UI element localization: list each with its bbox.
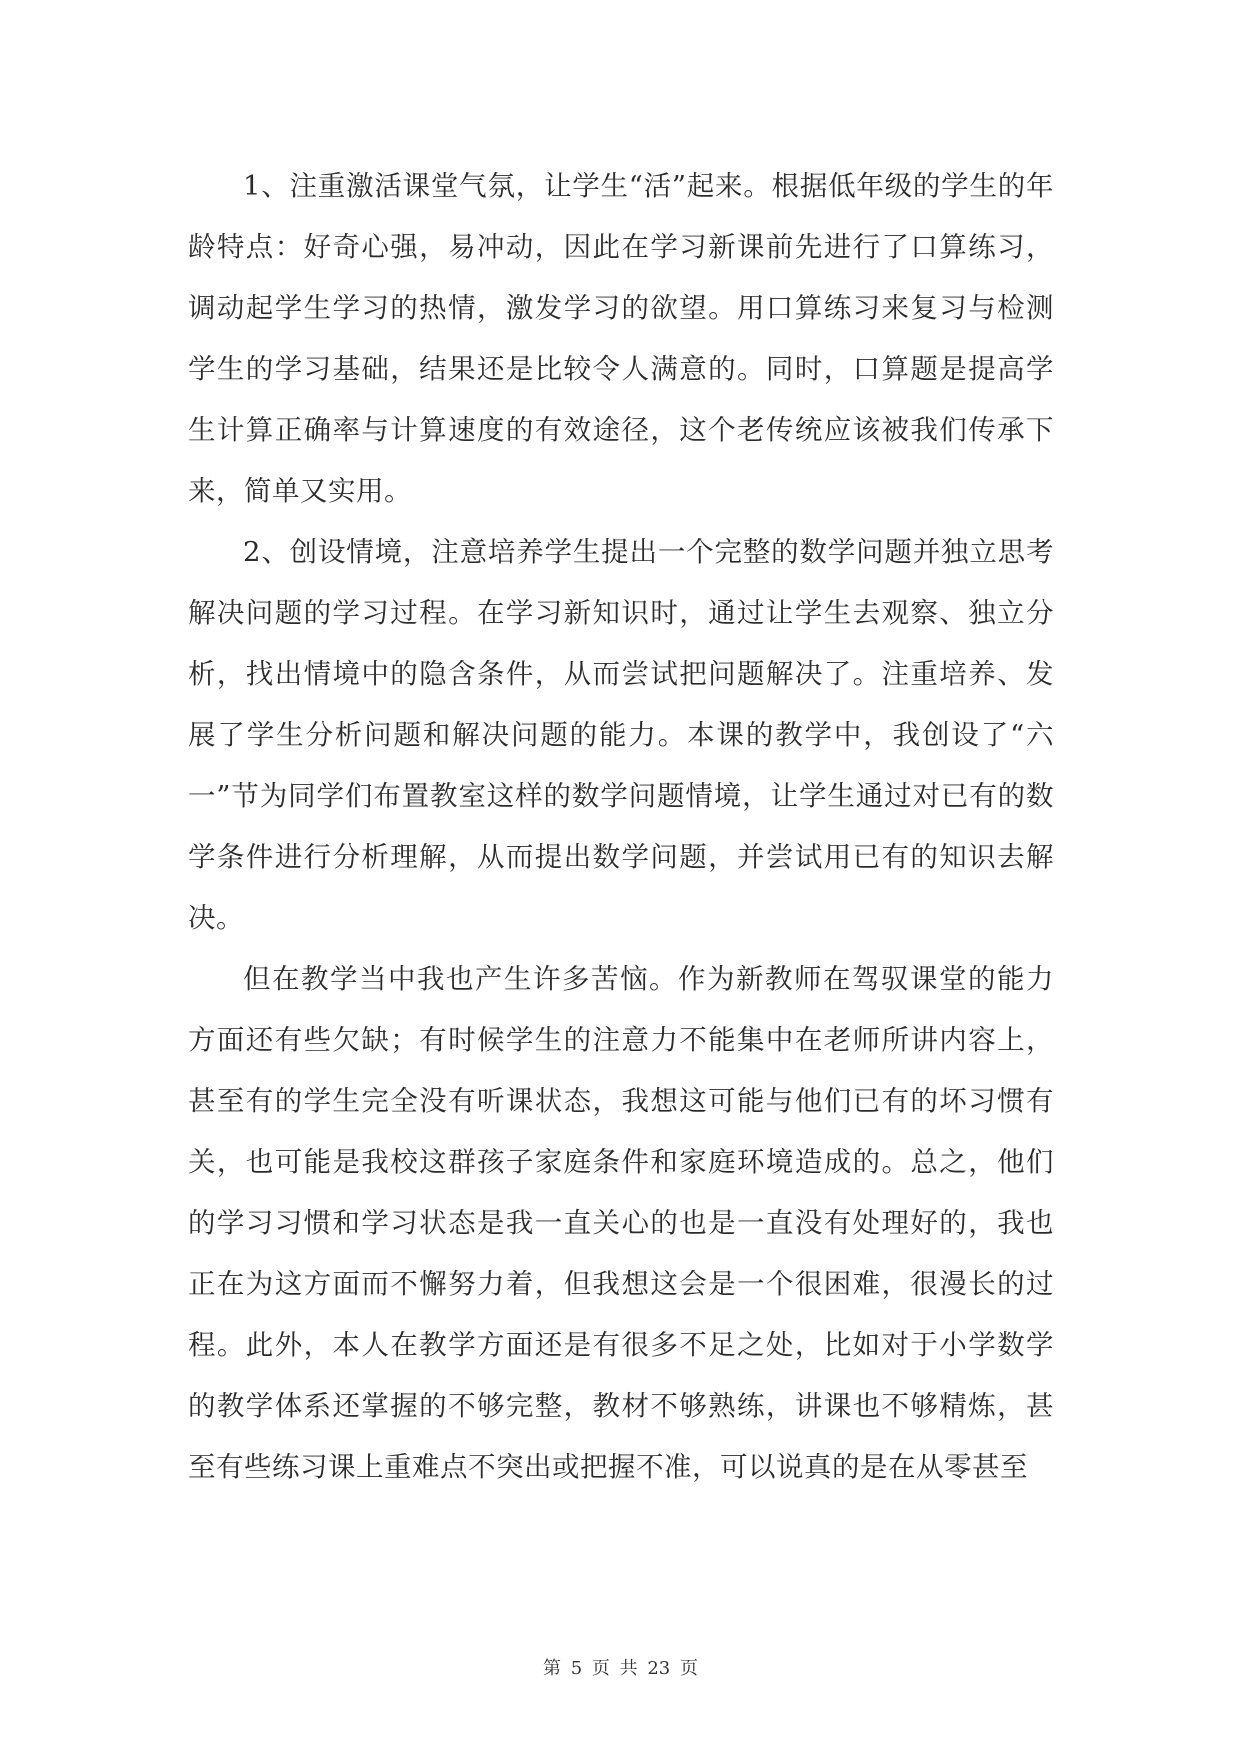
paragraph-3: 但在教学当中我也产生许多苦恼。作为新教师在驾驭课堂的能力方面还有些欠缺；有时候学生的注意力不能集中在老师所讲内容上，甚至有的学生完全没有听课状态，我想这可能与他们已有的坏习惯有关，也可能是我校这群孩子家庭条件和家庭环境造成的。总之，他们的学习习惯和学习状态是我一直关心的也是一直没有处理好的，我也正在为这方面而不懈努力着，但我想这会是一个很困难，很漫长的过程。此外，本人在教学方面还是有很多不足之处，比如对于小学数学的教学体系还掌握的不够完整，教材不够熟练，讲课也不够精炼，甚至有些练习课上重难点不突出或把握不准，可以说真的是在从零甚至 <box>188 963 1054 1483</box>
paragraph-2: 2、创设情境，注意培养学生提出一个完整的数学问题并独立思考解决问题的学习过程。在学习新知识时，通过让学生去观察、独立分析，找出情境中的隐含条件，从而尝试把问题解决了。注重培养、发展了学生分析问题和解决问题的能力。本课的教学中，我创设了“六一”节为同学们布置教室这样的数学问题情境，让学生通过对已有的数学条件进行分析理解，从而提出数学问题，并尝试用已有的知识去解决。 <box>188 536 1054 934</box>
document-body <box>188 156 1054 1498</box>
page-number-footer: 第 5 页 共 23 页 <box>543 1658 698 1679</box>
paragraph-1: 1、注重激活课堂气氛，让学生“活”起来。根据低年级的学生的年龄特点：好奇心强，易冲动，因此在学习新课前先进行了口算练习，调动起学生学习的热情，激发学习的欲望。用口算练习来复习与检测学生的学习基础，结果还是比较令人满意的。同时，口算题是提高学生计算正确率与计算速度的有效途径，这个老传统应该被我们传承下来，简单又实用。 <box>188 170 1054 507</box>
